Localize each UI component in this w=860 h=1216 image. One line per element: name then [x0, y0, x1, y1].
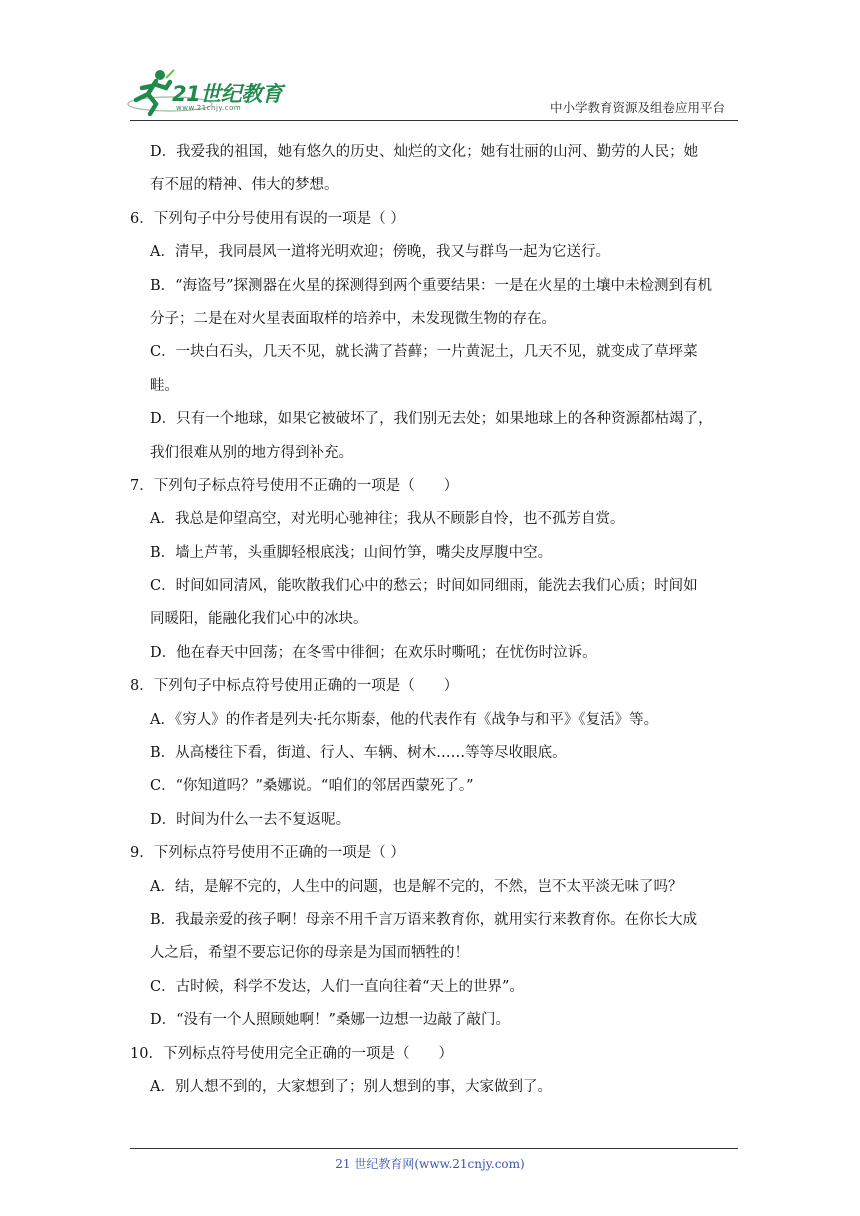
answer-option: D．时间为什么一去不复返呢。: [150, 811, 351, 828]
question-stem: 10．下列标点符号使用完全正确的一项是（ ）: [130, 1045, 453, 1062]
answer-option: C．“你知道吗？”桑娜说。“咱们的邻居西蒙死了。”: [150, 778, 474, 795]
answer-option: A．别人想不到的，大家想到了；别人想到的事，大家做到了。: [150, 1078, 552, 1095]
answer-option: C．时间如同清风，能吹散我们心中的愁云；时间如同细雨，能洗去我们心质；时间如: [150, 578, 698, 595]
footer-divider: [130, 1148, 738, 1149]
answer-option: A．我总是仰望高空，对光明心驰神往；我从不顾影自怜，也不孤芳自赏。: [150, 511, 625, 528]
answer-option: B．从高楼往下看，街道、行人、车辆、树木……等等尽收眼底。: [150, 745, 567, 762]
answer-option: A．《穷人》的作者是列夫·托尔斯泰，他的代表作有《战争与和平》《复活》等。: [150, 711, 659, 728]
question-stem: 6．下列句子中分号使用有误的一项是（ ）: [130, 210, 405, 227]
answer-option: D．他在春天中回荡；在冬雪中徘徊；在欢乐时嘶吼；在忧伤时泣诉。: [150, 644, 597, 661]
answer-option: D．“没有一个人照顾她啊！”桑娜一边想一边敲了敲门。: [150, 1012, 510, 1029]
logo-text: 21世纪教育: [172, 82, 283, 106]
answer-option: B．墙上芦苇，头重脚轻根底浅；山间竹笋，嘴尖皮厚腹中空。: [150, 544, 553, 561]
page-header: [0, 0, 860, 130]
answer-option: A．清早，我同晨风一道将光明欢迎；傍晚，我又与群鸟一起为它送行。: [150, 244, 610, 261]
text-continuation: 有不屈的精神、伟大的梦想。: [150, 177, 339, 194]
footer-text: 21 世纪教育网(www.21cnjy.com): [335, 1157, 525, 1171]
logo-subtitle: www.21cnjy.com: [176, 104, 242, 112]
answer-option: A．结，是解不完的，人生中的问题，也是解不完的，不然，岂不太平淡无味了吗？: [150, 878, 683, 895]
text-continuation: 畦。: [150, 377, 179, 394]
text-continuation: 同暖阳，能融化我们心中的冰块。: [150, 611, 368, 628]
text-continuation: 人之后，希望不要忘记你的母亲是为国而牺牲的！: [150, 945, 469, 962]
answer-option: D．我爱我的祖国，她有悠久的历史、灿烂的文化；她有壮丽的山河、勤劳的人民；她: [150, 144, 699, 160]
text-continuation: 分子；二是在对火星表面取样的培养中，未发现微生物的存在。: [150, 310, 556, 327]
header-platform-title: 中小学教育资源及组卷应用平台: [549, 100, 725, 115]
question-stem: 7．下列句子标点符号使用不正确的一项是（ ）: [130, 477, 459, 494]
question-stem: 8．下列句子中标点符号使用正确的一项是（ ）: [130, 678, 459, 695]
exam-content: [130, 136, 740, 1104]
question-stem: 9．下列标点符号使用不正确的一项是（ ）: [130, 845, 405, 862]
answer-option: D．只有一个地球，如果它被破坏了，我们别无去处；如果地球上的各种资源都枯竭了，: [150, 411, 713, 428]
answer-option: C．一块白石头，几天不见，就长满了苔藓；一片黄泥土，几天不见，就变成了草坪菜: [150, 344, 698, 361]
answer-option: B．“海盗号”探测器在火星的探测得到两个重要结果：一是在火星的土壤中未检测到有机: [150, 277, 712, 294]
text-continuation: 我们很难从别的地方得到补充。: [150, 444, 353, 461]
header-divider: [130, 120, 738, 121]
answer-option: C．古时候，科学不发达，人们一直向往着“天上的世界”。: [150, 978, 524, 995]
answer-option: B．我最亲爱的孩子啊！母亲不用千言万语来教育你，就用实行来教育你。在你长大成: [150, 911, 698, 928]
